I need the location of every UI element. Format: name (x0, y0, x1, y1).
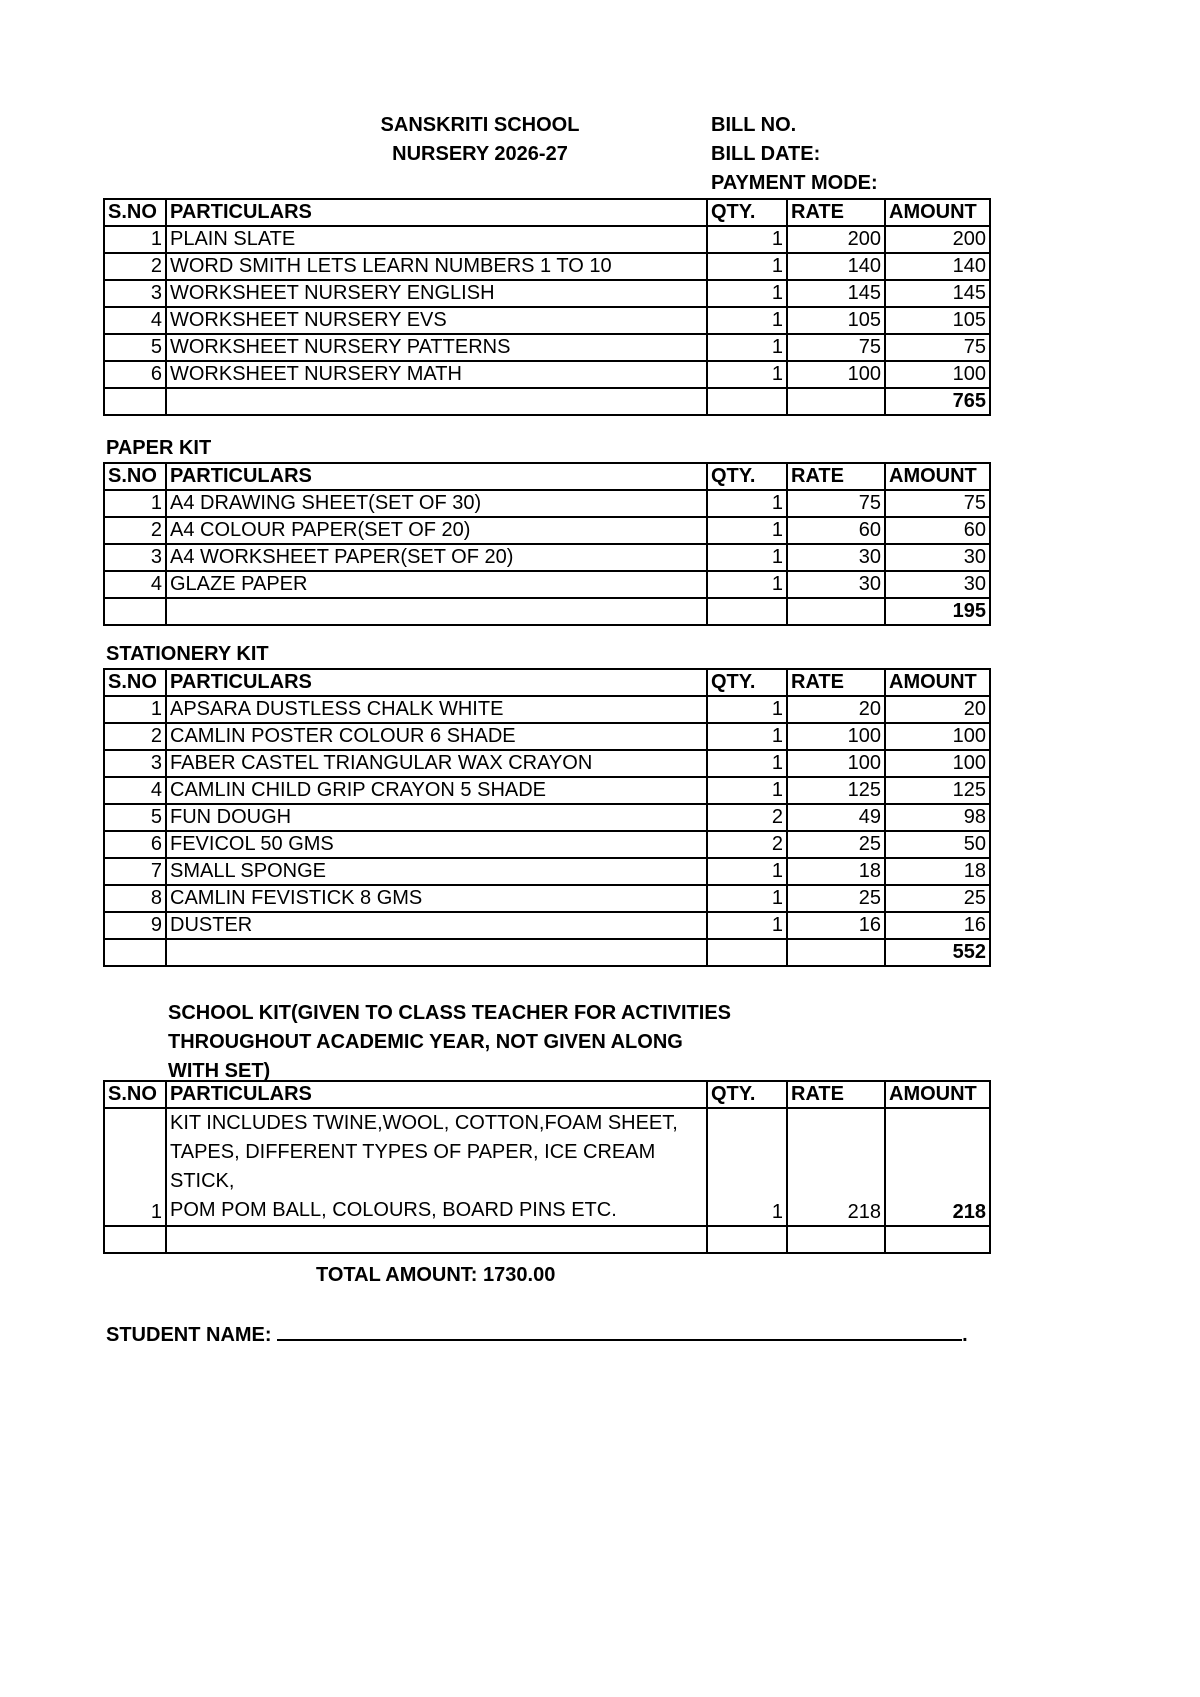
table-row (104, 777, 990, 804)
item-cell: WORKSHEET NURSERY ENGLISH (166, 280, 707, 307)
amount-cell: 75 (885, 334, 990, 361)
table-row (104, 571, 990, 598)
table-row (104, 912, 990, 939)
qty-cell: 1 (707, 253, 787, 280)
qty-cell: 1 (707, 517, 787, 544)
table-header-row (104, 199, 990, 226)
table-row (104, 831, 990, 858)
amount-cell: 60 (885, 517, 990, 544)
subtotal-row (104, 388, 990, 415)
sno-cell: 6 (104, 831, 166, 858)
rate-cell: 140 (787, 253, 885, 280)
col-amount: AMOUNT (885, 199, 990, 226)
rate-cell: 145 (787, 280, 885, 307)
item-cell: WORKSHEET NURSERY EVS (166, 307, 707, 334)
sno-cell: 6 (104, 361, 166, 388)
item-cell: CAMLIN POSTER COLOUR 6 SHADE (166, 723, 707, 750)
col-particulars: PARTICULARS (166, 1081, 707, 1108)
amount-cell: 20 (885, 696, 990, 723)
sno-cell: 3 (104, 280, 166, 307)
item-line: TAPES, DIFFERENT TYPES OF PAPER, ICE CREAM STICK, (170, 1141, 656, 1192)
amount-cell: 100 (885, 361, 990, 388)
rate-cell: 16 (787, 912, 885, 939)
paper-kit-title: PAPER KIT (106, 437, 212, 459)
rate-cell: 75 (787, 334, 885, 361)
sno-cell: 1 (104, 226, 166, 253)
stationery-kit-subtotal: 552 (885, 939, 990, 966)
amount-cell: 100 (885, 723, 990, 750)
table-row (104, 517, 990, 544)
qty-cell: 1 (707, 490, 787, 517)
sno-cell: 1 (104, 1108, 166, 1226)
col-particulars: PARTICULARS (166, 463, 707, 490)
qty-cell: 1 (707, 361, 787, 388)
rate-cell: 25 (787, 831, 885, 858)
item-cell: FABER CASTEL TRIANGULAR WAX CRAYON (166, 750, 707, 777)
school-kit-title-line2: THROUGHOUT ACADEMIC YEAR, NOT GIVEN ALONG (168, 1031, 683, 1053)
amount-cell: 100 (885, 750, 990, 777)
col-rate: RATE (787, 669, 885, 696)
rate-cell: 200 (787, 226, 885, 253)
total-amount: TOTAL AMOUNT: 1730.00 (316, 1264, 556, 1286)
col-sno: S.NO (104, 1081, 166, 1108)
amount-cell: 18 (885, 858, 990, 885)
amount-cell: 50 (885, 831, 990, 858)
student-name-label: STUDENT NAME: (106, 1324, 272, 1346)
item-line: KIT INCLUDES TWINE,WOOL, COTTON,FOAM SHEET, (170, 1112, 678, 1134)
rate-cell: 100 (787, 750, 885, 777)
qty-cell: 1 (707, 571, 787, 598)
school-name: SANSKRITI SCHOOL (380, 114, 580, 136)
bill-no-label: BILL NO. (711, 114, 797, 136)
item-line: POM POM BALL, COLOURS, BOARD PINS ETC. (170, 1199, 617, 1221)
sno-cell: 3 (104, 750, 166, 777)
item-cell (166, 1108, 707, 1226)
item-cell: GLAZE PAPER (166, 571, 707, 598)
col-rate: RATE (787, 463, 885, 490)
col-sno: S.NO (104, 669, 166, 696)
sno-cell: 4 (104, 571, 166, 598)
school-kit-table (103, 1080, 991, 1254)
table-row (104, 334, 990, 361)
sno-cell: 1 (104, 696, 166, 723)
rate-cell: 75 (787, 490, 885, 517)
table-row (104, 253, 990, 280)
sno-cell: 2 (104, 517, 166, 544)
item-cell: WORD SMITH LETS LEARN NUMBERS 1 TO 10 (166, 253, 707, 280)
amount-cell: 16 (885, 912, 990, 939)
qty-cell: 1 (707, 334, 787, 361)
table-row (104, 750, 990, 777)
student-name-row (106, 1321, 968, 1348)
qty-cell: 1 (707, 696, 787, 723)
table-row (104, 280, 990, 307)
amount-cell: 145 (885, 280, 990, 307)
stationery-kit-title: STATIONERY KIT (106, 643, 269, 665)
rate-cell: 49 (787, 804, 885, 831)
col-amount: AMOUNT (885, 669, 990, 696)
books-subtotal: 765 (885, 388, 990, 415)
qty-cell: 1 (707, 544, 787, 571)
amount-cell: 98 (885, 804, 990, 831)
item-cell: WORKSHEET NURSERY MATH (166, 361, 707, 388)
stationery-kit-table (103, 668, 991, 967)
qty-cell: 1 (707, 858, 787, 885)
table-row (104, 1108, 990, 1226)
col-qty: QTY. (707, 1081, 787, 1108)
sno-cell: 1 (104, 490, 166, 517)
student-name-line (277, 1321, 962, 1341)
sno-cell: 4 (104, 777, 166, 804)
sno-cell: 3 (104, 544, 166, 571)
rate-cell: 18 (787, 858, 885, 885)
table-header-row (104, 1081, 990, 1108)
sno-cell: 5 (104, 804, 166, 831)
rate-cell: 25 (787, 885, 885, 912)
table-row (104, 696, 990, 723)
qty-cell: 2 (707, 804, 787, 831)
item-cell: A4 WORKSHEET PAPER(SET OF 20) (166, 544, 707, 571)
table-row (104, 490, 990, 517)
col-sno: S.NO (104, 463, 166, 490)
paper-kit-subtotal: 195 (885, 598, 990, 625)
rate-cell: 100 (787, 723, 885, 750)
rate-cell: 30 (787, 544, 885, 571)
col-particulars: PARTICULARS (166, 669, 707, 696)
col-amount: AMOUNT (885, 1081, 990, 1108)
item-cell: APSARA DUSTLESS CHALK WHITE (166, 696, 707, 723)
payment-mode-label: PAYMENT MODE: (711, 172, 878, 194)
table-row (104, 885, 990, 912)
sno-cell: 2 (104, 723, 166, 750)
item-cell: PLAIN SLATE (166, 226, 707, 253)
col-qty: QTY. (707, 669, 787, 696)
qty-cell: 1 (707, 723, 787, 750)
amount-cell: 25 (885, 885, 990, 912)
amount-cell: 75 (885, 490, 990, 517)
item-cell: CAMLIN FEVISTICK 8 GMS (166, 885, 707, 912)
item-cell: FEVICOL 50 GMS (166, 831, 707, 858)
qty-cell: 1 (707, 777, 787, 804)
col-qty: QTY. (707, 463, 787, 490)
sno-cell: 8 (104, 885, 166, 912)
col-sno: S.NO (104, 199, 166, 226)
qty-cell: 1 (707, 280, 787, 307)
sno-cell: 4 (104, 307, 166, 334)
rate-cell: 218 (787, 1108, 885, 1226)
class-year: NURSERY 2026-27 (392, 143, 568, 165)
table-row (104, 544, 990, 571)
table-row (104, 858, 990, 885)
empty-row (104, 1226, 990, 1253)
paper-kit-table (103, 462, 991, 626)
col-rate: RATE (787, 1081, 885, 1108)
subtotal-row (104, 939, 990, 966)
item-cell: WORKSHEET NURSERY PATTERNS (166, 334, 707, 361)
sno-cell: 9 (104, 912, 166, 939)
amount-cell: 30 (885, 571, 990, 598)
amount-cell: 30 (885, 544, 990, 571)
item-cell: DUSTER (166, 912, 707, 939)
rate-cell: 60 (787, 517, 885, 544)
table-row (104, 804, 990, 831)
amount-cell: 218 (885, 1108, 990, 1226)
rate-cell: 125 (787, 777, 885, 804)
school-kit-title-line3: WITH SET) (168, 1060, 271, 1082)
col-particulars: PARTICULARS (166, 199, 707, 226)
item-cell: CAMLIN CHILD GRIP CRAYON 5 SHADE (166, 777, 707, 804)
subtotal-row (104, 598, 990, 625)
item-cell: SMALL SPONGE (166, 858, 707, 885)
rate-cell: 105 (787, 307, 885, 334)
books-table (103, 198, 991, 416)
amount-cell: 125 (885, 777, 990, 804)
bill-date-label: BILL DATE: (711, 143, 821, 165)
sno-cell: 2 (104, 253, 166, 280)
amount-cell: 200 (885, 226, 990, 253)
item-cell: FUN DOUGH (166, 804, 707, 831)
qty-cell: 1 (707, 307, 787, 334)
table-row (104, 361, 990, 388)
col-rate: RATE (787, 199, 885, 226)
table-row (104, 226, 990, 253)
table-header-row (104, 463, 990, 490)
item-cell: A4 COLOUR PAPER(SET OF 20) (166, 517, 707, 544)
school-kit-title-line1: SCHOOL KIT(GIVEN TO CLASS TEACHER FOR ACTIVITIES (168, 1002, 731, 1024)
col-amount: AMOUNT (885, 463, 990, 490)
col-qty: QTY. (707, 199, 787, 226)
sno-cell: 5 (104, 334, 166, 361)
qty-cell: 1 (707, 226, 787, 253)
qty-cell: 1 (707, 1108, 787, 1226)
table-row (104, 307, 990, 334)
qty-cell: 1 (707, 750, 787, 777)
item-cell: A4 DRAWING SHEET(SET OF 30) (166, 490, 707, 517)
amount-cell: 140 (885, 253, 990, 280)
student-name-end: . (962, 1324, 968, 1346)
rate-cell: 100 (787, 361, 885, 388)
sno-cell: 7 (104, 858, 166, 885)
qty-cell: 1 (707, 912, 787, 939)
qty-cell: 2 (707, 831, 787, 858)
table-row (104, 723, 990, 750)
rate-cell: 30 (787, 571, 885, 598)
amount-cell: 105 (885, 307, 990, 334)
rate-cell: 20 (787, 696, 885, 723)
table-header-row (104, 669, 990, 696)
qty-cell: 1 (707, 885, 787, 912)
